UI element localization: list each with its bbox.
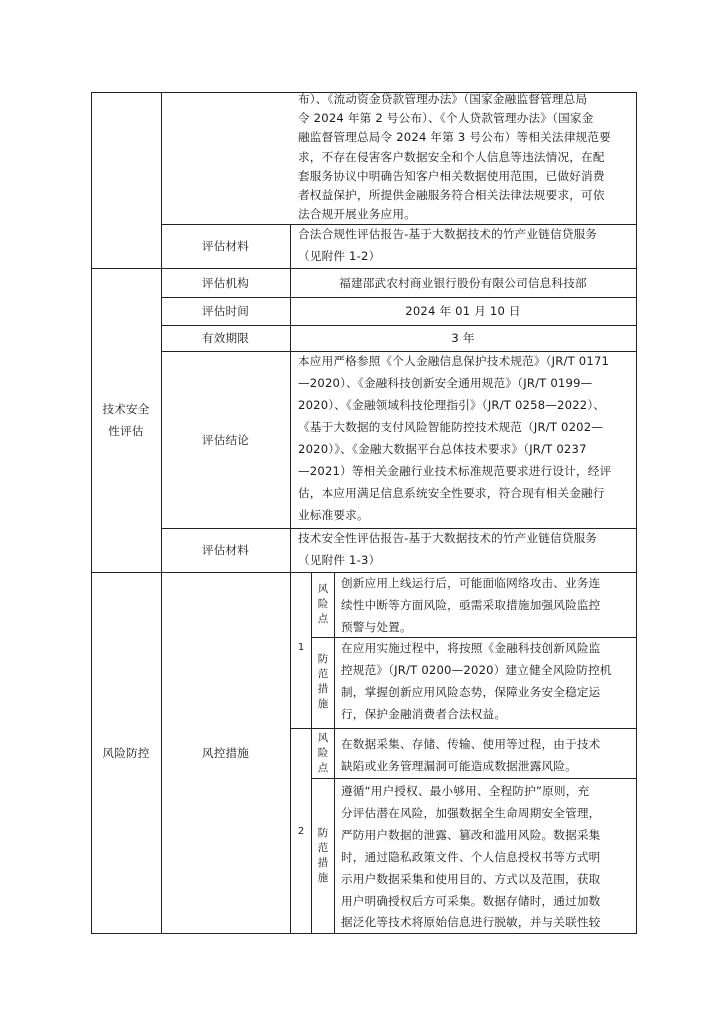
conclusion-line: 估，本应用满足信息系统安全性要求，符合现有相关金融行 xyxy=(298,486,605,500)
conclusion-line: —2020）、《金融科技创新安全通用规范》（JR/T 0199— xyxy=(298,376,593,390)
measure-line: 分评估潜在风险，加强数据全生命周期安全管理， xyxy=(341,806,601,820)
tech-material-line: 技术安全性评估报告-基于大数据技术的竹产业链信贷服务 xyxy=(298,531,598,545)
validity-label: 有效期限 xyxy=(201,331,250,345)
tech-security-section-line: 技术安全 xyxy=(102,402,150,416)
measure-line: 行，保护金融消费者合法权益。 xyxy=(341,707,507,721)
conclusion-label: 评估结论 xyxy=(201,433,250,447)
measure-line: 严防用户数据的泄露、篡改和滥用风险。数据采集 xyxy=(341,828,601,842)
measures-label: 风控措施 xyxy=(201,746,250,760)
risk-line: 创新应用上线运行后，可能面临网络攻击、业务连 xyxy=(341,576,601,590)
measure-line: 据泛化等技术将原始信息进行脱敏，并与关联性较 xyxy=(341,915,601,929)
conclusion-line: 本应用严格参照《个人金融信息保护技术规范》（JR/T 0171 xyxy=(298,354,610,368)
measure-line: 遵循“用户授权、最小够用、全程防护”原则，充 xyxy=(341,784,590,798)
conclusion-line: 业标准要求。 xyxy=(298,508,369,522)
measure-label: 防范措施 xyxy=(317,827,329,884)
tech-material-line: （见附件 1-3） xyxy=(298,553,381,567)
risk-line: 缺陷或业务管理漏洞可能造成数据泄露风险。 xyxy=(341,759,577,773)
measure-line: 控规范》（JR/T 0200—2020）建立健全风险防控机 xyxy=(341,663,612,677)
time-label: 评估时间 xyxy=(201,304,250,318)
rule-9 xyxy=(290,728,636,729)
top-row-line: 套服务协议中明确告知客户相关数据使用范围，已做好消费 xyxy=(298,168,605,183)
risk-line: 预警与处置。 xyxy=(341,620,412,634)
col-line-4 xyxy=(334,572,335,934)
rule-10 xyxy=(311,778,636,779)
conclusion-line: 《基于大数据的支付风险智能防控技术规范（JR/T 0202— xyxy=(298,420,604,434)
conclusion-line: —2021）等相关金融行业技术标准规范要求进行设计，经评 xyxy=(298,464,612,478)
item-number: 2 xyxy=(297,826,305,837)
legal-material-label: 评估材料 xyxy=(201,239,250,253)
org-value: 福建邵武农村商业银行股份有限公司信息科技部 xyxy=(339,276,587,290)
measure-line: 时，通过隐私政策文件、个人信息授权书等方式明 xyxy=(341,850,601,864)
rule-2 xyxy=(91,268,636,269)
measure-line: 制，掌握创新应用风险态势，保障业务安全稳定运 xyxy=(341,685,601,699)
org-label: 评估机构 xyxy=(201,276,250,290)
risk-line: 续性中断等方面风险，亟需采取措施加强风险监控 xyxy=(341,598,601,612)
risk-point-label: 风险点 xyxy=(317,732,329,774)
legal-material-line: 合法合规性评估报告-基于大数据技术的竹产业链信贷服务 xyxy=(298,227,598,241)
border-right xyxy=(636,92,637,934)
top-row-line: 者权益保护，所提供金融服务符合相关法律法规要求，可依 xyxy=(298,188,605,202)
measure-label: 防范措施 xyxy=(317,653,329,710)
col-line-3 xyxy=(311,572,312,934)
conclusion-line: 2020）》、《金融大数据平台总体技术要求》（JR/T 0237 xyxy=(298,442,587,456)
top-row-line-hidden: 法合规开展业务应用。 xyxy=(298,207,416,222)
tech-material-label: 评估材料 xyxy=(201,543,250,557)
conclusion-line: 2020）、《金融领域科技伦理指引》（JR/T 0258—2022）、 xyxy=(298,398,606,412)
col-line-1 xyxy=(161,92,162,934)
risk-section-label: 风险防控 xyxy=(102,746,150,760)
top-row-line: 融监督管理总局令 2024 年第 3 号公布）等相关法律规范要 xyxy=(298,130,611,145)
tech-security-section-line: 性评估 xyxy=(108,424,144,438)
legal-material-line: （见附件 1-2） xyxy=(298,249,381,263)
risk-point-label: 风险点 xyxy=(317,583,329,625)
rule-4 xyxy=(161,325,636,326)
measure-line: 在应用实施过程中，将按照《金融科技创新风险监 xyxy=(341,641,601,655)
top-row-line: 令 2024 年第 2 号公布）、《个人贷款管理办法》（国家金 xyxy=(298,111,594,126)
risk-line: 在数据采集、存储、传输、使用等过程，由于技术 xyxy=(341,737,601,751)
item-number: 1 xyxy=(297,642,305,653)
border-left xyxy=(91,92,92,934)
validity-value: 3 年 xyxy=(451,331,475,345)
rule-3 xyxy=(161,297,636,298)
top-row-line: 求，不存在侵害客户数据安全和个人信息等违法情况，在配 xyxy=(298,149,605,164)
time-value: 2024 年 01 月 10 日 xyxy=(405,304,521,318)
measure-line: 用户明确授权后方可采集。数据存储时，通过加数 xyxy=(341,894,601,908)
top-row-line: 布）、《流动资金贷款管理办法》（国家金融监督管理总局 xyxy=(298,92,588,106)
measure-line: 示用户数据采集和使用目的、方式以及范围，获取 xyxy=(341,872,601,886)
